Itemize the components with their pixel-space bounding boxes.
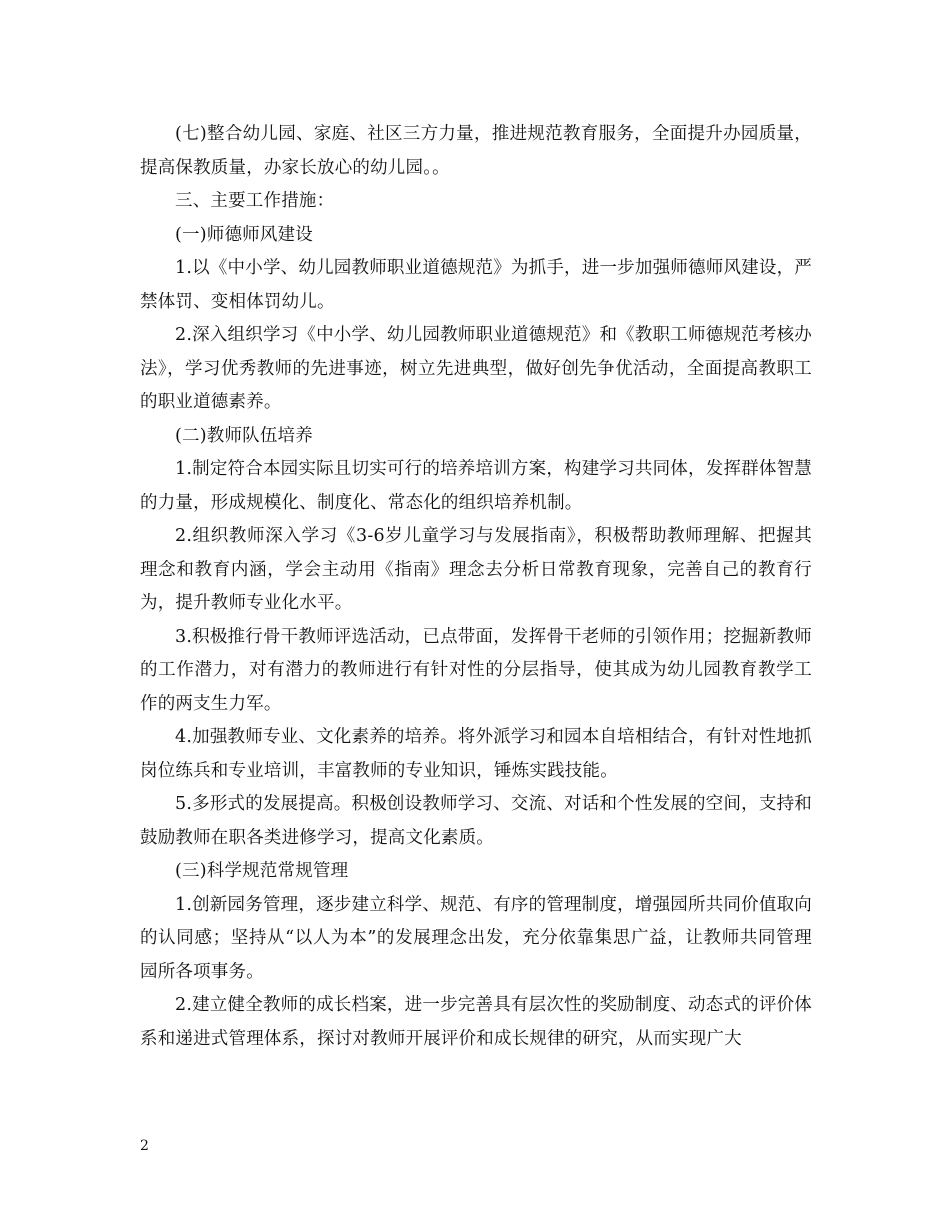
subsection-heading-management: (三)科学规范常规管理	[175, 861, 349, 881]
paragraph-training-3: 3.积极推行骨干教师评选活动，已点带面，发挥骨干老师的引领作用；挖掘新教师的工作潜力，对有潜力的教师进行有针对性的分层指导，使其成为幼儿园教育教学工作的两支生力军。	[140, 626, 812, 714]
page-number: 2	[140, 1138, 149, 1154]
paragraph-training-5: 5.多形式的发展提高。积极创设教师学习、交流、对话和个性发展的空间，支持和鼓励教师在职各类进修学习，提高文化素质。	[140, 794, 812, 848]
paragraph-training-2: 2.组织教师深入学习《3-6岁儿童学习与发展指南》，积极帮助教师理解、把握其理念和教育内涵，学会主动用《指南》理念去分析日常教育现象，完善自己的教育行为，提升教师专业化水平。	[140, 526, 812, 613]
subsection-heading-ethics: (一)师德师风建设	[175, 224, 313, 245]
paragraph-management-1: 1.创新园务管理，逐步建立科学、规范、有序的管理制度，增强园所共同价值取向的认同感；坚持从“以人为本”的发展理念出发，充分依靠集思广益，让教师共同管理园所各项事务。	[140, 894, 812, 982]
paragraph-training-1: 1.制定符合本园实际且切实可行的培养培训方案，构建学习共同体，发挥群体智慧的力量，形成规模化、制度化、常态化的组织培养机制。	[140, 459, 812, 513]
paragraph-management-2: 2.建立健全教师的成长档案，进一步完善具有层次性的奖励制度、动态式的评价体系和递进式管理体系，探讨对教师开展评价和成长规律的研究，从而实现广大	[140, 995, 812, 1049]
paragraph-ethics-2: 2.深入组织学习《中小学、幼儿园教师职业道德规范》和《教职工师德规范考核办法》，学习优秀教师的先进事迹，树立先进典型，做好创先争优活动，全面提高教职工的职业道德素养。	[140, 325, 812, 412]
document-body	[140, 118, 812, 1056]
paragraph-ethics-1: 1.以《中小学、幼儿园教师职业道德规范》为抓手，进一步加强师德师风建设，严禁体罚、变相体罚幼儿。	[140, 258, 812, 312]
subsection-heading-training: (二)教师队伍培养	[175, 425, 313, 446]
paragraph-training-4: 4.加强教师专业、文化素养的培养。将外派学习和园本自培相结合，有针对性地抓岗位练兵和专业培训，丰富教师的专业知识，锤炼实践技能。	[140, 727, 812, 781]
paragraph-goal-7: (七)整合幼儿园、家庭、社区三方力量，推进规范教育服务，全面提升办园质量，提高保教质量，办家长放心的幼儿园。。	[140, 124, 812, 178]
section-heading-measures: 三、主要工作措施：	[175, 191, 335, 211]
